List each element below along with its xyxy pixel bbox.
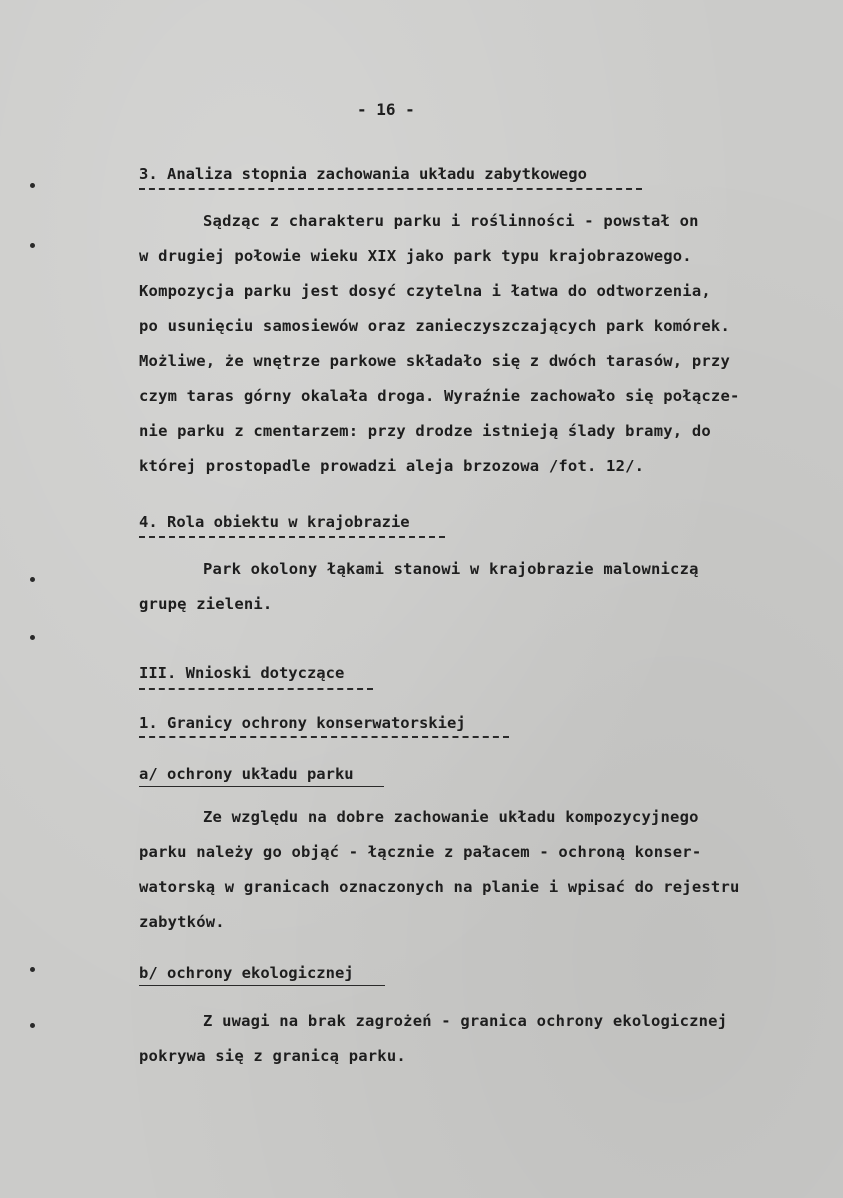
paragraph-line: Z uwagi na brak zagrożeń - granica ochrony ekologicznej — [203, 1012, 728, 1030]
section-heading: 3. Analiza stopnia zachowania układu zabytkowego — [139, 165, 587, 183]
paragraph-line: czym taras górny okalała droga. Wyraźnie zachowało się połącze- — [139, 387, 740, 405]
paragraph-line: w drugiej połowie wieku XIX jako park typu krajobrazowego. — [139, 247, 692, 265]
heading-underline — [139, 188, 642, 190]
margin-dot — [30, 1023, 35, 1028]
heading-underline — [139, 688, 373, 690]
section-heading: a/ ochrony układu parku — [139, 765, 354, 783]
section-heading: b/ ochrony ekologicznej — [139, 964, 354, 982]
paragraph-line: Kompozycja parku jest dosyć czytelna i łatwa do odtworzenia, — [139, 282, 711, 300]
margin-dot — [30, 967, 35, 972]
margin-dot — [30, 635, 35, 640]
margin-dot — [30, 577, 35, 582]
paragraph-line: Sądząc z charakteru parku i roślinności - powstał on — [203, 212, 699, 230]
paragraph-line: pokrywa się z granicą parku. — [139, 1047, 406, 1065]
paragraph-line: Możliwe, że wnętrze parkowe składało się z dwóch tarasów, przy — [139, 352, 730, 370]
paragraph-line: watorską w granicach oznaczonych na planie i wpisać do rejestru — [139, 878, 740, 896]
section-heading: 4. Rola obiektu w krajobrazie — [139, 513, 410, 531]
heading-underline — [139, 736, 509, 738]
section-heading: 1. Granicy ochrony konserwatorskiej — [139, 714, 466, 732]
heading-underline — [139, 786, 384, 787]
paragraph-line: Ze względu na dobre zachowanie układu kompozycyjnego — [203, 808, 699, 826]
margin-dot — [30, 183, 35, 188]
section-heading: III. Wnioski dotyczące — [139, 664, 345, 682]
paragraph-line: nie parku z cmentarzem: przy drodze istnieją ślady bramy, do — [139, 422, 711, 440]
paragraph-line: Park okolony łąkami stanowi w krajobrazie malowniczą — [203, 560, 699, 578]
paragraph-line: po usunięciu samosiewów oraz zanieczyszczających park komórek. — [139, 317, 730, 335]
heading-underline — [139, 536, 445, 538]
paragraph-line: której prostopadle prowadzi aleja brzozowa /fot. 12/. — [139, 457, 645, 475]
page-number: - 16 - — [357, 100, 415, 119]
paragraph-line: zabytków. — [139, 913, 225, 931]
paragraph-line: parku należy go objąć - łącznie z pałacem - ochroną konser- — [139, 843, 702, 861]
heading-underline — [139, 985, 385, 986]
paragraph-line: grupę zieleni. — [139, 595, 273, 613]
margin-dot — [30, 243, 35, 248]
